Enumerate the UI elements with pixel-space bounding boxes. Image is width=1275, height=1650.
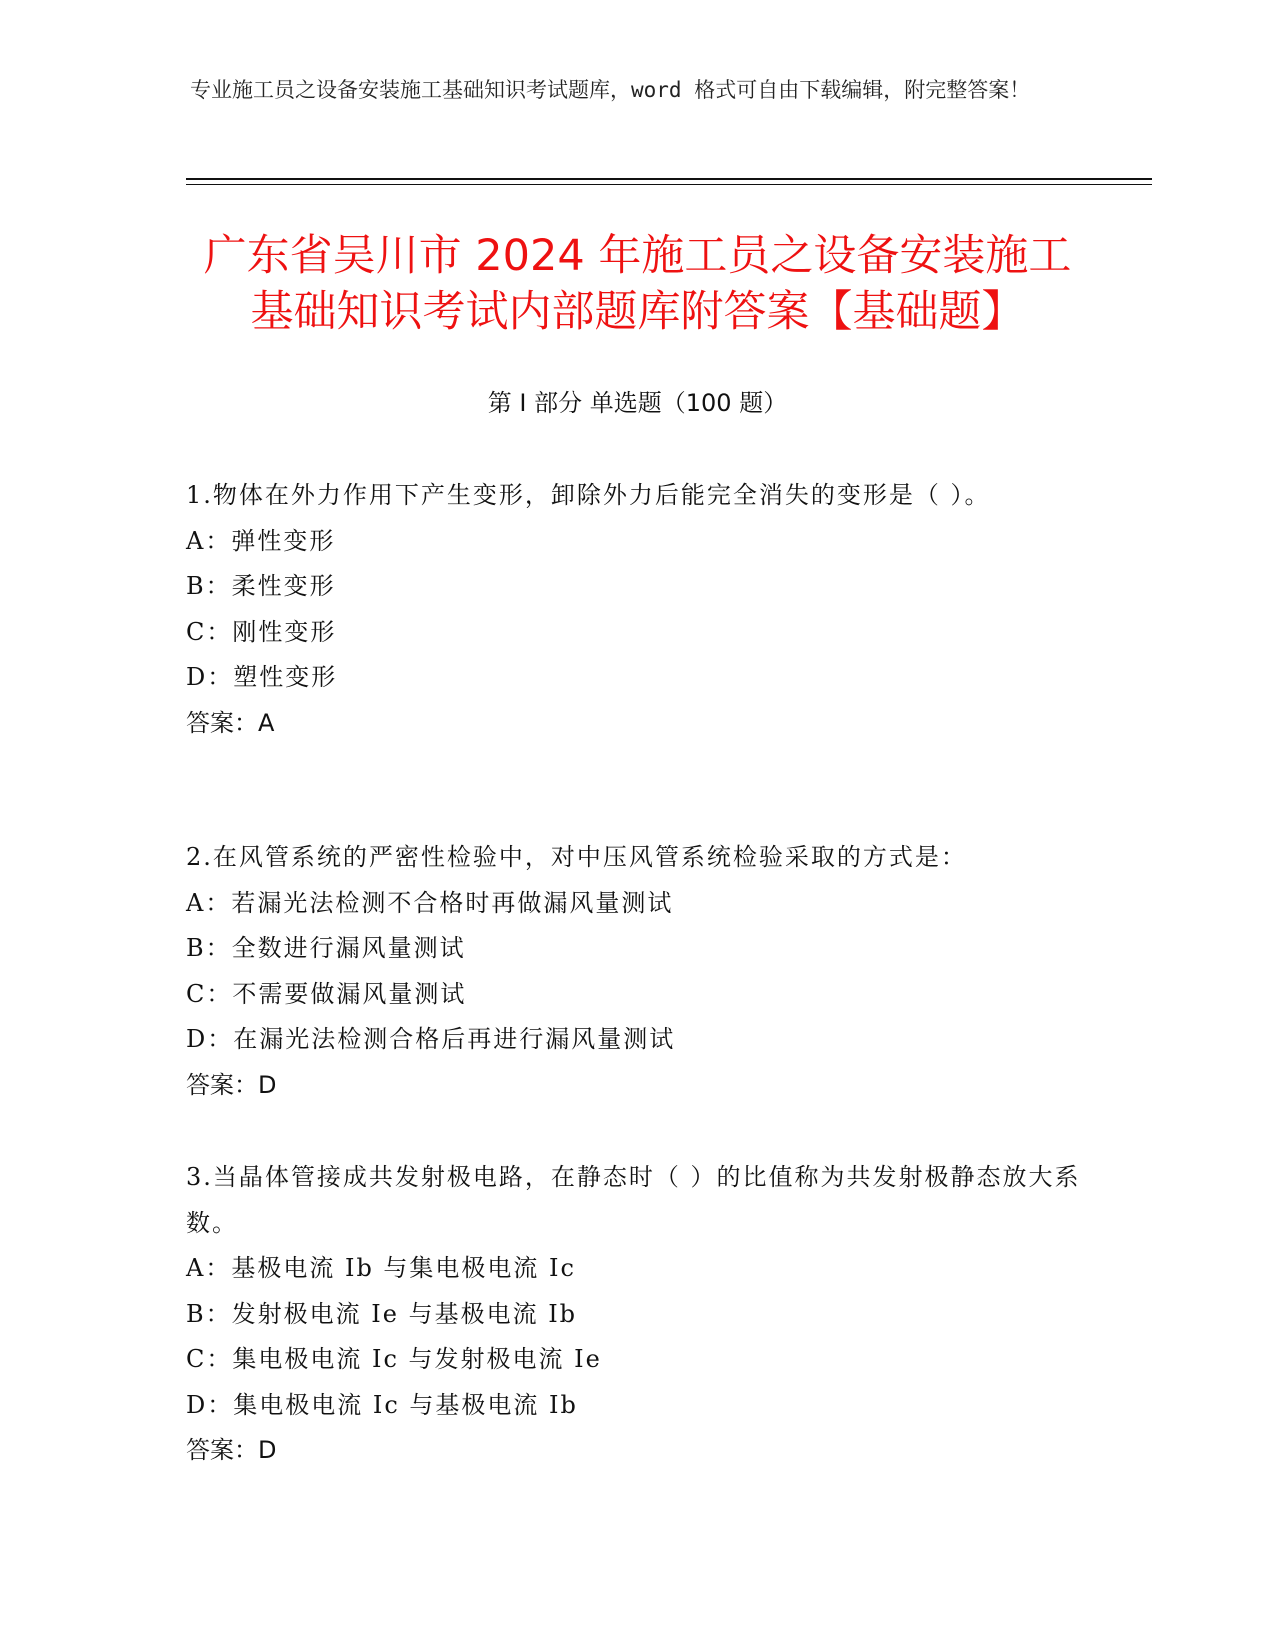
- question-2: [186, 835, 1086, 1108]
- question-1: [186, 473, 1086, 746]
- answer: 答案：A: [186, 708, 275, 737]
- question-stem: 1.物体在外力作用下产生变形，卸除外力后能完全消失的变形是（ ）。: [186, 481, 991, 509]
- question-stem: 3.当晶体管接成共发射极电路，在静态时（ ）的比值称为共发射极静态放大系数。: [186, 1163, 1081, 1237]
- option-c: C：不需要做漏风量测试: [186, 979, 467, 1008]
- document-title-line-1: 广东省吴川市 2024 年施工员之设备安装施工: [203, 231, 1072, 281]
- option-b: B：柔性变形: [186, 572, 336, 600]
- question-3: [186, 1155, 1086, 1474]
- header-divider-thin: [186, 184, 1152, 185]
- option-d: D：塑性变形: [186, 663, 338, 691]
- option-d: D：集电极电流 Ic 与基极电流 Ib: [186, 1390, 578, 1419]
- document-title-line-2: 基础知识考试内部题库附答案【基础题】: [250, 287, 1025, 337]
- option-c: C：刚性变形: [186, 617, 337, 646]
- option-c: C：集电极电流 Ic 与发射极电流 Ie: [186, 1345, 602, 1373]
- option-a: A：若漏光法检测不合格时再做漏风量测试: [186, 888, 674, 917]
- section-heading: 第 I 部分 单选题（100 题）: [487, 389, 788, 417]
- option-a: A：弹性变形: [186, 526, 336, 555]
- header-divider-thick: [186, 178, 1152, 180]
- header-note: 专业施工员之设备安装施工基础知识考试题库，word 格式可自由下载编辑，附完整答案！: [190, 78, 1031, 102]
- option-d: D：在漏光法检测合格后再进行漏风量测试: [186, 1025, 676, 1053]
- answer: 答案：D: [186, 1436, 277, 1464]
- option-b: B：全数进行漏风量测试: [186, 934, 466, 962]
- option-b: B：发射极电流 Ie 与基极电流 Ib: [186, 1299, 578, 1328]
- document-title: [150, 228, 1125, 340]
- question-stem: 2.在风管系统的严密性检验中，对中压风管系统检验采取的方式是：: [186, 843, 967, 871]
- answer: 答案：D: [186, 1070, 277, 1099]
- option-a: A：基极电流 Ib 与集电极电流 Ic: [186, 1254, 576, 1282]
